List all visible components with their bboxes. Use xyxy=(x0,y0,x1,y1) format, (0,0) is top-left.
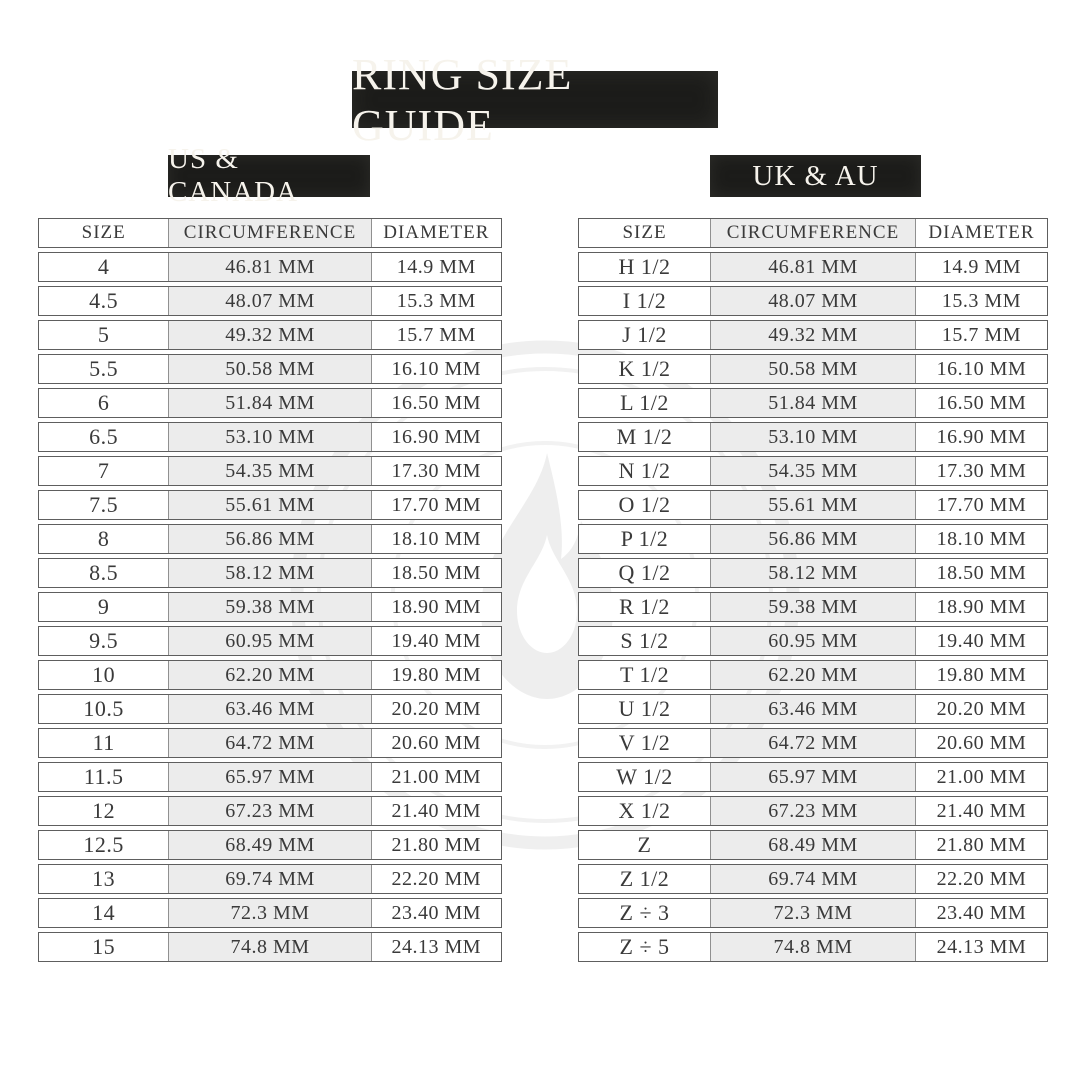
circumference-cell: 55.61 MM xyxy=(168,491,371,519)
size-cell: N 1/2 xyxy=(618,458,671,483)
size-cell: 4.5 xyxy=(89,288,119,313)
diameter-cell: 16.90 MM xyxy=(391,425,482,448)
circumference-cell: 53.10 MM xyxy=(710,423,916,451)
diameter-cell: 15.3 MM xyxy=(941,289,1021,312)
size-cell: 9 xyxy=(97,594,110,619)
size-cell: L 1/2 xyxy=(620,390,669,415)
circumference-cell: 53.10 MM xyxy=(168,423,371,451)
table-row xyxy=(38,898,502,928)
size-cell: 12.5 xyxy=(83,832,124,857)
size-cell: 6.5 xyxy=(89,424,119,449)
circumference-cell: 48.07 MM xyxy=(168,287,371,315)
circumference-cell: 60.95 MM xyxy=(168,627,371,655)
circumference-cell: 64.72 MM xyxy=(710,729,916,757)
size-column-header: SIZE xyxy=(622,222,667,243)
page-title-banner xyxy=(352,49,718,150)
us-canada-size-table xyxy=(38,218,502,966)
size-cell: 8.5 xyxy=(89,560,119,585)
diameter-cell: 15.7 MM xyxy=(941,323,1021,346)
table-row xyxy=(578,830,1048,860)
circumference-cell: 49.32 MM xyxy=(710,321,916,349)
circumference-cell: 68.49 MM xyxy=(710,831,916,859)
diameter-cell: 20.20 MM xyxy=(936,697,1027,720)
diameter-cell: 16.10 MM xyxy=(936,357,1027,380)
size-column-header: SIZE xyxy=(81,222,126,243)
circumference-column-header: CIRCUMFERENCE xyxy=(710,219,916,247)
table-row xyxy=(578,388,1048,418)
diameter-cell: 23.40 MM xyxy=(936,901,1027,924)
diameter-cell: 21.40 MM xyxy=(936,799,1027,822)
table-row xyxy=(578,694,1048,724)
table-row xyxy=(38,456,502,486)
diameter-cell: 17.70 MM xyxy=(391,493,482,516)
circumference-cell: 67.23 MM xyxy=(710,797,916,825)
circumference-cell: 62.20 MM xyxy=(168,661,371,689)
size-cell: 8 xyxy=(97,526,110,551)
size-cell: 4 xyxy=(97,254,110,279)
size-cell: 7 xyxy=(97,458,110,483)
table-row xyxy=(38,626,502,656)
table-row xyxy=(578,796,1048,826)
table-row xyxy=(38,694,502,724)
size-cell: M 1/2 xyxy=(616,424,673,449)
circumference-cell: 59.38 MM xyxy=(168,593,371,621)
circumference-cell: 72.3 MM xyxy=(710,899,916,927)
circumference-cell: 54.35 MM xyxy=(710,457,916,485)
circumference-cell: 59.38 MM xyxy=(710,593,916,621)
diameter-cell: 18.90 MM xyxy=(391,595,482,618)
circumference-cell: 63.46 MM xyxy=(168,695,371,723)
circumference-cell: 64.72 MM xyxy=(168,729,371,757)
size-cell: 10.5 xyxy=(83,696,124,721)
size-cell: 12 xyxy=(92,798,116,823)
circumference-cell: 60.95 MM xyxy=(710,627,916,655)
table-row xyxy=(38,490,502,520)
diameter-cell: 15.3 MM xyxy=(396,289,476,312)
circumference-cell: 69.74 MM xyxy=(168,865,371,893)
circumference-cell: 56.86 MM xyxy=(168,525,371,553)
size-cell: Q 1/2 xyxy=(618,560,671,585)
table-row xyxy=(38,422,502,452)
table-row xyxy=(578,864,1048,894)
diameter-cell: 21.80 MM xyxy=(936,833,1027,856)
table-row xyxy=(38,762,502,792)
diameter-cell: 18.10 MM xyxy=(391,527,482,550)
size-cell: J 1/2 xyxy=(622,322,667,347)
table-row xyxy=(578,286,1048,316)
table-row xyxy=(578,320,1048,350)
circumference-cell: 58.12 MM xyxy=(710,559,916,587)
circumference-cell: 51.84 MM xyxy=(168,389,371,417)
size-cell: U 1/2 xyxy=(618,696,671,721)
table-row xyxy=(38,524,502,554)
size-cell: V 1/2 xyxy=(618,730,671,755)
circumference-cell: 56.86 MM xyxy=(710,525,916,553)
size-cell: R 1/2 xyxy=(619,594,670,619)
table-row xyxy=(578,932,1048,962)
size-cell: 6 xyxy=(97,390,110,415)
diameter-cell: 16.50 MM xyxy=(936,391,1027,414)
diameter-cell: 18.50 MM xyxy=(936,561,1027,584)
table-row xyxy=(578,354,1048,384)
table-row xyxy=(38,660,502,690)
diameter-cell: 17.30 MM xyxy=(391,459,482,482)
table-row xyxy=(38,864,502,894)
circumference-cell: 49.32 MM xyxy=(168,321,371,349)
size-cell: 15 xyxy=(92,934,116,959)
size-cell: H 1/2 xyxy=(618,254,671,279)
diameter-column-header: DIAMETER xyxy=(928,222,1035,243)
diameter-cell: 18.90 MM xyxy=(936,595,1027,618)
circumference-column-header: CIRCUMFERENCE xyxy=(168,219,371,247)
table-row xyxy=(578,524,1048,554)
circumference-cell: 55.61 MM xyxy=(710,491,916,519)
circumference-cell: 62.20 MM xyxy=(710,661,916,689)
size-cell: X 1/2 xyxy=(618,798,671,823)
circumference-cell: 68.49 MM xyxy=(168,831,371,859)
page-title: RING SIZE GUIDE xyxy=(352,49,573,150)
diameter-cell: 16.90 MM xyxy=(936,425,1027,448)
size-cell: Z xyxy=(637,832,652,857)
table-row xyxy=(38,796,502,826)
table-row xyxy=(578,558,1048,588)
size-cell: 11.5 xyxy=(83,764,124,789)
diameter-cell: 19.80 MM xyxy=(936,663,1027,686)
size-cell: 10 xyxy=(92,662,116,687)
table-row xyxy=(578,728,1048,758)
table-row xyxy=(578,252,1048,282)
uk-au-label-banner xyxy=(710,155,921,197)
diameter-cell: 17.70 MM xyxy=(936,493,1027,516)
table-row xyxy=(38,830,502,860)
size-cell: 5 xyxy=(97,322,110,347)
size-cell: S 1/2 xyxy=(620,628,669,653)
circumference-cell: 72.3 MM xyxy=(168,899,371,927)
size-cell: P 1/2 xyxy=(620,526,669,551)
diameter-cell: 22.20 MM xyxy=(391,867,482,890)
us-canada-label: US & CANADA xyxy=(168,143,299,208)
diameter-cell: 20.20 MM xyxy=(391,697,482,720)
diameter-cell: 24.13 MM xyxy=(391,935,482,958)
diameter-cell: 14.9 MM xyxy=(941,255,1021,278)
circumference-cell: 65.97 MM xyxy=(168,763,371,791)
table-row xyxy=(578,762,1048,792)
diameter-cell: 20.60 MM xyxy=(936,731,1027,754)
table-row xyxy=(38,728,502,758)
diameter-cell: 14.9 MM xyxy=(396,255,476,278)
circumference-cell: 48.07 MM xyxy=(710,287,916,315)
table-row xyxy=(578,626,1048,656)
table-row xyxy=(578,422,1048,452)
circumference-cell: 51.84 MM xyxy=(710,389,916,417)
table-row xyxy=(38,388,502,418)
circumference-cell: 50.58 MM xyxy=(710,355,916,383)
circumference-cell: 74.8 MM xyxy=(168,933,371,961)
table-row xyxy=(578,456,1048,486)
circumference-cell: 69.74 MM xyxy=(710,865,916,893)
diameter-cell: 21.80 MM xyxy=(391,833,482,856)
diameter-cell: 21.40 MM xyxy=(391,799,482,822)
circumference-cell: 50.58 MM xyxy=(168,355,371,383)
diameter-cell: 18.10 MM xyxy=(936,527,1027,550)
circumference-cell: 58.12 MM xyxy=(168,559,371,587)
circumference-cell: 63.46 MM xyxy=(710,695,916,723)
size-cell: 13 xyxy=(92,866,116,891)
diameter-cell: 16.10 MM xyxy=(391,357,482,380)
size-cell: 9.5 xyxy=(89,628,119,653)
size-cell: W 1/2 xyxy=(616,764,673,789)
size-cell: 11 xyxy=(92,730,115,755)
diameter-cell: 19.40 MM xyxy=(936,629,1027,652)
circumference-cell: 74.8 MM xyxy=(710,933,916,961)
circumference-cell: 46.81 MM xyxy=(168,253,371,281)
diameter-cell: 24.13 MM xyxy=(936,935,1027,958)
circumference-cell: 46.81 MM xyxy=(710,253,916,281)
table-row xyxy=(38,932,502,962)
size-cell: T 1/2 xyxy=(619,662,670,687)
circumference-cell: 67.23 MM xyxy=(168,797,371,825)
size-cell: K 1/2 xyxy=(618,356,671,381)
size-cell: 14 xyxy=(92,900,116,925)
diameter-cell: 22.20 MM xyxy=(936,867,1027,890)
size-cell: I 1/2 xyxy=(622,288,667,313)
diameter-cell: 15.7 MM xyxy=(396,323,476,346)
size-cell: 7.5 xyxy=(89,492,119,517)
table-row xyxy=(578,490,1048,520)
table-row xyxy=(578,592,1048,622)
table-row xyxy=(38,252,502,282)
size-cell: O 1/2 xyxy=(618,492,671,517)
size-cell: 5.5 xyxy=(89,356,119,381)
size-cell: Z ÷ 5 xyxy=(619,934,670,959)
circumference-cell: 54.35 MM xyxy=(168,457,371,485)
table-row xyxy=(578,898,1048,928)
diameter-cell: 21.00 MM xyxy=(391,765,482,788)
diameter-cell: 17.30 MM xyxy=(936,459,1027,482)
table-row xyxy=(38,354,502,384)
us-canada-label-banner xyxy=(168,143,370,208)
table-row xyxy=(578,660,1048,690)
circumference-cell: 65.97 MM xyxy=(710,763,916,791)
table-row xyxy=(38,286,502,316)
diameter-cell: 19.40 MM xyxy=(391,629,482,652)
uk-au-size-table xyxy=(578,218,1048,966)
diameter-cell: 18.50 MM xyxy=(391,561,482,584)
diameter-cell: 19.80 MM xyxy=(391,663,482,686)
diameter-cell: 16.50 MM xyxy=(391,391,482,414)
size-cell: Z 1/2 xyxy=(619,866,670,891)
diameter-cell: 21.00 MM xyxy=(936,765,1027,788)
table-header-row xyxy=(578,218,1048,248)
table-row xyxy=(38,592,502,622)
table-row xyxy=(38,558,502,588)
diameter-column-header: DIAMETER xyxy=(383,222,490,243)
size-cell: Z ÷ 3 xyxy=(619,900,670,925)
table-header-row xyxy=(38,218,502,248)
table-row xyxy=(38,320,502,350)
uk-au-label: UK & AU xyxy=(752,159,879,192)
diameter-cell: 20.60 MM xyxy=(391,731,482,754)
diameter-cell: 23.40 MM xyxy=(391,901,482,924)
